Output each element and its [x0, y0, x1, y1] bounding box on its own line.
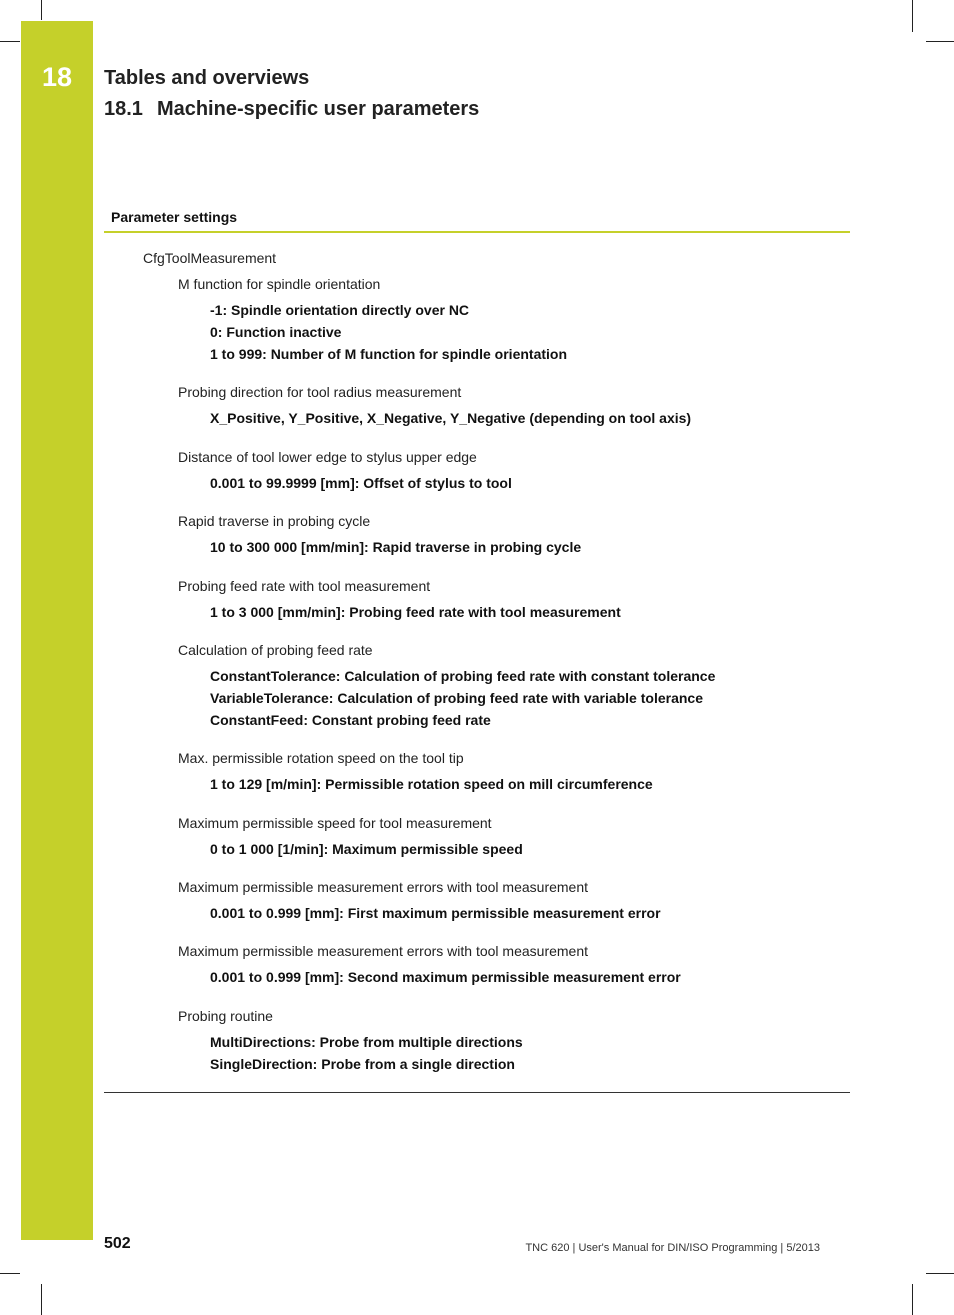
- parameter-option: SingleDirection: Probe from a single direction: [210, 1056, 515, 1072]
- parameter-description: Maximum permissible speed for tool measurement: [178, 815, 492, 831]
- heading-rule: [104, 231, 850, 233]
- parameter-option: ConstantFeed: Constant probing feed rate: [210, 712, 491, 728]
- crop-mark: [0, 41, 20, 42]
- config-name: CfgToolMeasurement: [143, 250, 277, 266]
- parameter-option: 0: Function inactive: [210, 324, 342, 340]
- parameter-description: Probing direction for tool radius measurement: [178, 384, 462, 400]
- crop-mark: [41, 0, 42, 20]
- parameter-group: [178, 749, 838, 797]
- section-title: [104, 98, 479, 121]
- section-number: 18.1: [104, 98, 143, 120]
- parameter-group: [178, 1007, 838, 1077]
- parameter-option: 1 to 999: Number of M function for spindle orientation: [210, 346, 568, 362]
- parameter-group: [178, 942, 838, 990]
- parameter-group: [178, 383, 838, 431]
- parameter-option: 1 to 129 [m/min]: Permissible rotation speed on mill circumference: [210, 776, 653, 792]
- parameter-option: 0.001 to 0.999 [mm]: Second maximum permissible measurement error: [210, 969, 681, 985]
- chapter-title: Tables and overviews: [104, 67, 310, 89]
- crop-mark: [926, 1273, 954, 1274]
- parameter-description: Distance of tool lower edge to stylus upper edge: [178, 449, 477, 465]
- chapter-number: 18: [41, 62, 73, 92]
- parameter-option: 0 to 1 000 [1/min]: Maximum permissible speed: [210, 841, 523, 857]
- parameter-description: Calculation of probing feed rate: [178, 642, 373, 658]
- parameter-description: Probing feed rate with tool measurement: [178, 578, 431, 594]
- crop-mark: [41, 1284, 42, 1315]
- parameter-description: Maximum permissible measurement errors with tool measurement: [178, 943, 589, 959]
- parameter-group: [178, 577, 838, 625]
- crop-mark: [912, 1284, 913, 1315]
- parameter-description: Rapid traverse in probing cycle: [178, 513, 371, 529]
- parameter-option: -1: Spindle orientation directly over NC: [210, 302, 470, 318]
- parameter-group: [178, 814, 838, 862]
- parameter-option: 0.001 to 99.9999 [mm]: Offset of stylus to tool: [210, 475, 512, 491]
- parameter-group: [178, 878, 838, 926]
- parameter-option: 0.001 to 0.999 [mm]: First maximum permissible measurement error: [210, 905, 661, 921]
- crop-mark: [912, 0, 913, 32]
- parameter-group: [178, 512, 838, 560]
- parameter-option: VariableTolerance: Calculation of probing feed rate with variable tolerance: [210, 690, 703, 706]
- parameter-description: Maximum permissible measurement errors with tool measurement: [178, 879, 589, 895]
- chapter-sidebar: [21, 21, 93, 1240]
- parameter-description: Max. permissible rotation speed on the tool tip: [178, 750, 464, 766]
- crop-mark: [0, 1273, 20, 1274]
- page-number: 502: [104, 1235, 131, 1252]
- section-name: Machine-specific user parameters: [156, 98, 480, 120]
- parameter-option: X_Positive, Y_Positive, X_Negative, Y_Negative (depending on tool axis): [210, 410, 692, 426]
- crop-mark: [926, 41, 954, 42]
- parameter-description: Probing routine: [178, 1008, 273, 1024]
- parameter-option: MultiDirections: Probe from multiple directions: [210, 1034, 523, 1050]
- parameter-option: 1 to 3 000 [mm/min]: Probing feed rate with tool measurement: [210, 604, 621, 620]
- table-end-rule: [104, 1092, 850, 1093]
- parameter-option: ConstantTolerance: Calculation of probing feed rate with constant tolerance: [210, 668, 716, 684]
- parameter-group: [178, 641, 838, 733]
- parameter-group: [178, 448, 838, 496]
- footer-manual-info: TNC 620 | User's Manual for DIN/ISO Programming | 5/2013: [525, 1242, 820, 1254]
- parameter-option: 10 to 300 000 [mm/min]: Rapid traverse in probing cycle: [210, 539, 582, 555]
- parameter-settings-heading: Parameter settings: [111, 209, 238, 225]
- parameter-group: [178, 275, 838, 367]
- parameter-description: M function for spindle orientation: [178, 276, 381, 292]
